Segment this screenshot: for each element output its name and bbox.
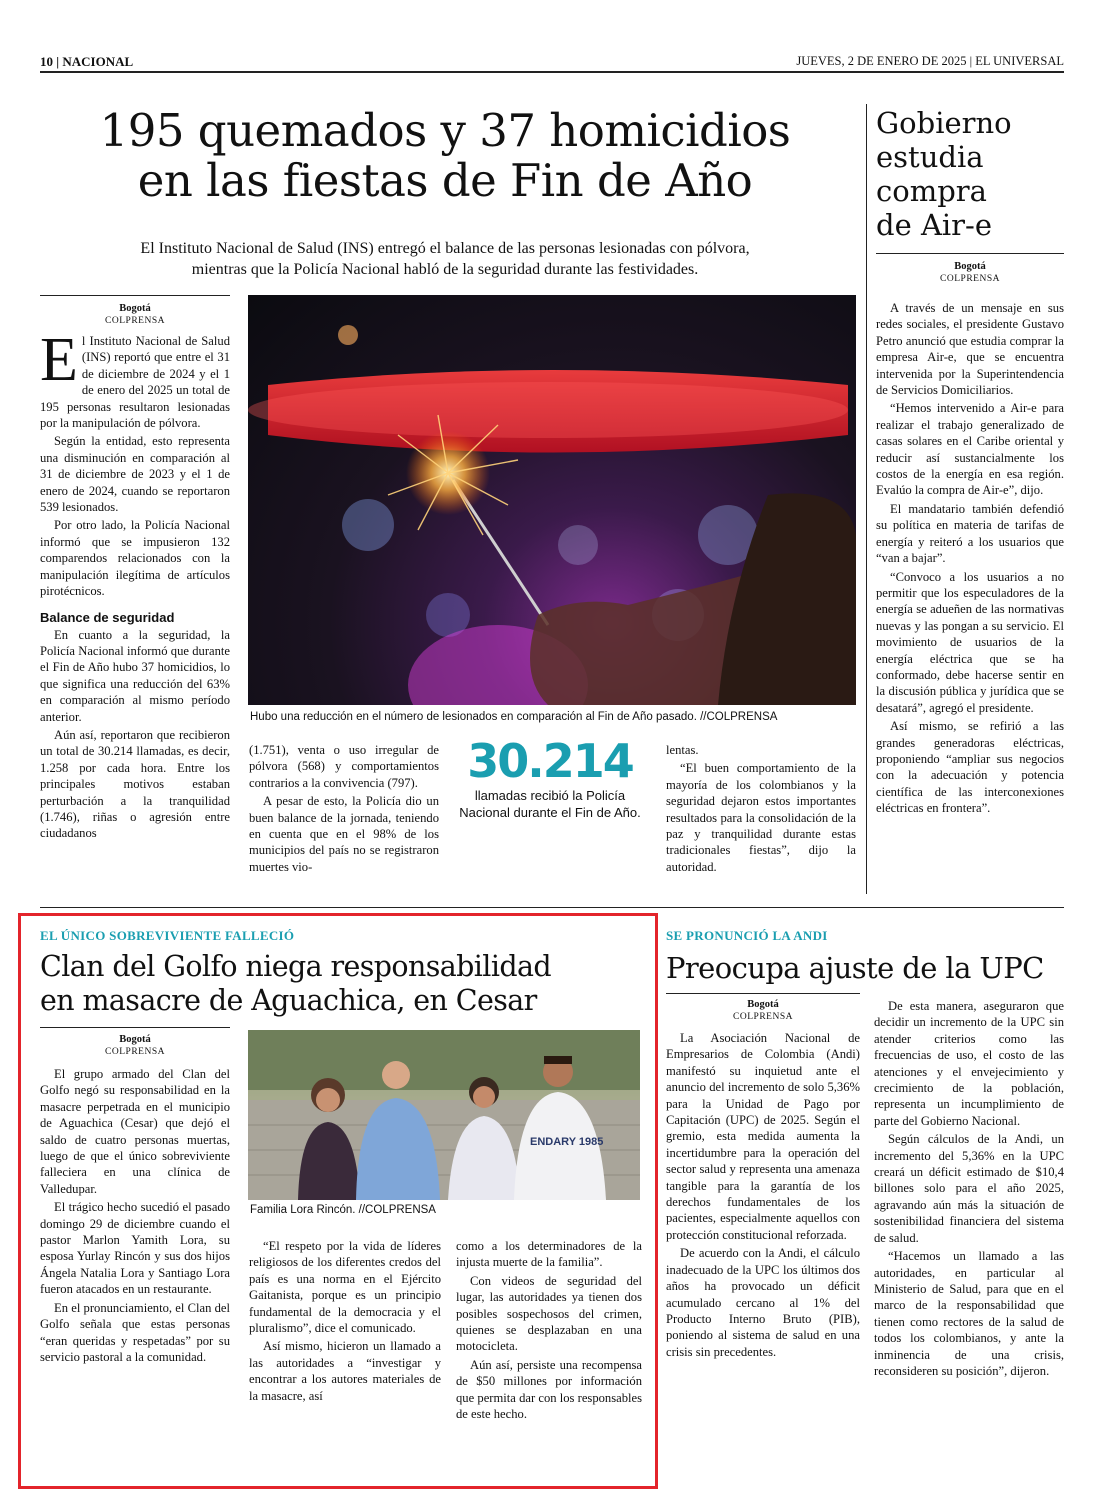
clan-column-3 (456, 1238, 642, 1424)
sparkler-illustration (248, 295, 856, 705)
side-headline-line1: Gobierno (876, 106, 1012, 140)
clan-column-1 (40, 1066, 230, 1367)
upc-column-1 (666, 1030, 860, 1362)
main-subhead (40, 238, 850, 280)
col1-top-rule (40, 295, 230, 296)
side-paragraph-1: A través de un mensaje en sus redes sociales, el presidente Gustavo Petro anunció que estudia comprar la empresa Air-e, que se encuentra intervenida por la Superintendencia de Servicios Domiciliarios. (876, 301, 1064, 398)
upc-col1-paragraph-1: La Asociación Nacional de Empresarios de Colombia (Andi) manifestó su inquietud ante el anuncio del incremento de solo 5,36% para la Unidad de Pago por Capitación (UPC) de 2025. Según el gremio, esta medida aumenta la incertidumbre para la operación del sector salud y representa una amenaza tangible para la garantía de los derechos fundamentales de los pacientes, especialmente aquellos con protección constitucional reforzada. (666, 1031, 860, 1242)
clan-col3-paragraph-2: Con videos de seguridad del lugar, las autoridades ya tienen dos posibles sospechosos del crimen, quienes se desplazaban en una motocicleta. (456, 1273, 642, 1354)
clan-headline-line2: en masacre de Aguachica, en Cesar (40, 984, 537, 1017)
byline-agency: COLPRENSA (105, 316, 165, 326)
side-headline-line4: de Air-e (876, 208, 992, 242)
dropcap: E (40, 326, 78, 394)
side-byline-city: Bogotá (954, 261, 986, 272)
side-column (876, 300, 1064, 819)
header-rule (40, 71, 1064, 73)
family-photo-caption: Familia Lora Rincón. //COLPRENSA (250, 1204, 436, 1216)
section-subheading: Balance de seguridad (40, 609, 175, 625)
clan-col3-paragraph-1: como a los determinadores de la injusta muerte de la familia”. (456, 1239, 642, 1270)
stat-number: 30.214 (467, 734, 633, 788)
main-col1-paragraph-2: Según la entidad, esto representa una disminución en comparación al 31 de diciembre de 2023 y el 1 de enero de 2024, cuando se reportaron 539 lesionados. (40, 434, 230, 515)
upc-byline-agency: COLPRENSA (733, 1012, 793, 1022)
main-col4-paragraph-2: “El buen comportamiento de la mayoría de los colombianos y la seguridad dejaron estos importantes resultados para la consolidación de la paz y tranquilidad durante estas tradicionales fiestas”, dijo la autoridad. (666, 761, 856, 874)
clan-byline-city: Bogotá (119, 1034, 151, 1045)
side-paragraph-2: “Hemos intervenido a Air-e para realizar el trabajo generalizado de casas solares en el Caribe oriental y reducir así sustancialmente los costos de la energía en esa región. Evalúo la compra de Air-e”, dijo. (876, 401, 1064, 498)
clan-col2-paragraph-2: Así mismo, hicieron un llamado a las autoridades a “investigar y encontrar a los autores materiales de la masacre, así (249, 1339, 441, 1403)
clan-headline-line1: Clan del Golfo niega responsabilidad (40, 950, 552, 983)
stat-callout (452, 735, 648, 821)
main-headline-line1: 195 quemados y 37 homicidios (99, 104, 791, 157)
side-paragraph-4: “Convoco a los usuarios a no permitir que los especuladores de la energía se adueñen de las normativas nuevas y las pongan a su servicio. El movimiento de usuarios de la energía eléctrica que se ha conformado, debe hacerse sentir en la discusión pública y jurídica que se desatará”, agregó el presidente. (876, 569, 1064, 715)
main-col1-paragraph-3: Por otro lado, la Policía Nacional informó que se impusieron 132 comparendos relacionados con la manipulación ilegítima de artículos pirotécnicos. (40, 518, 230, 599)
main-column-1 (40, 326, 230, 844)
section-separator (40, 907, 1064, 908)
upc-byline (666, 999, 860, 1023)
upc-column-2 (874, 998, 1064, 1381)
page-section-label: 10 | NACIONAL (40, 54, 134, 69)
main-photo-caption: Hubo una reducción en el número de lesionados en comparación al Fin de Año pasado. //COLPRENSA (250, 711, 778, 723)
clan-byline-rule (40, 1027, 230, 1028)
family-photo (248, 1030, 640, 1200)
clan-col3-paragraph-3: Aún así, persiste una recompensa de $50 millones por información que permita dar con los responsables de este hecho. (456, 1357, 642, 1422)
main-subhead-line1: El Instituto Nacional de Salud (INS) entregó el balance de las personas lesionadas con pólvora, (140, 240, 750, 257)
clan-headline (40, 950, 640, 1018)
upc-col2-paragraph-3: “Hacemos un llamado a las autoridades, en particular al Ministerio de Salud, para que en el marco de la responsabilidad que tienen como rectores de la salud de todos los colombianos, y ante la inminencia de una crisis, reconsideren su posición”, dijeron. (874, 1249, 1064, 1378)
side-headline-line3: compra (876, 174, 987, 208)
date-paper-label: JUEVES, 2 DE ENERO DE 2025 | EL UNIVERSAL (796, 54, 1064, 68)
clan-byline (40, 1034, 230, 1058)
stat-description-line2: Nacional durante el Fin de Año. (459, 805, 641, 820)
main-col1-paragraph-4: En cuanto a la seguridad, la Policía Nacional informó que durante el Fin de Año hubo 37 homicidios, lo que significa una reducción del 63% en comparación al mismo período anterior. (40, 627, 230, 724)
clan-byline-agency: COLPRENSA (105, 1047, 165, 1057)
side-byline-agency: COLPRENSA (940, 274, 1000, 284)
stat-description-line1: llamadas recibió la Policía (474, 788, 626, 803)
clan-column-2 (249, 1238, 441, 1406)
family-illustration (248, 1030, 640, 1200)
main-col1-paragraph-1-text: l Instituto Nacional de Salud (INS) reportó que entre el 31 de diciembre de 2024 y el 1 de enero del 2025 un total de 195 personas resultaron lesionadas por la manipulación de pólvora. (40, 334, 230, 431)
side-headline-line2: estudia (876, 140, 984, 174)
clan-col1-paragraph-3: En el pronunciamiento, el Clan del Golfo señala que estas personas “eran queridas y respetadas” por su servicio pastoral a la comunidad. (40, 1300, 230, 1364)
main-byline (40, 303, 230, 327)
clan-col2-paragraph-1: “El respeto por la vida de líderes religiosos de los diferentes credos del país es una norma en el Ejército Gaitanista, porque es un principio fundamental de la democracia y el pluralismo”, dice el comunicado. (249, 1239, 441, 1336)
upc-kicker: SE PRONUNCIÓ LA ANDI (666, 928, 828, 943)
main-col1-paragraph-1 (40, 326, 230, 431)
side-paragraph-5: Así mismo, se refirió a las grandes generadoras eléctricas, proponiendo “ampliar sus negocios con la adecuación y potencia científica de las interconexiones eléctricas en frontera”. (876, 719, 1064, 816)
side-byline (876, 261, 1064, 285)
main-col4-paragraph-1: lentas. (666, 743, 699, 757)
upc-byline-rule (666, 993, 860, 994)
main-col1-paragraph-5: Aún así, reportaron que recibieron un total de 30.214 llamadas, es decir, 1.258 por cada hora. Entre los principales motivos estaban perturbación a la tranquilidad (1.746), riñas o agresión entre ciudadanos (40, 727, 230, 841)
main-headline (40, 106, 850, 206)
clan-kicker: EL ÚNICO SOBREVIVIENTE FALLECIÓ (40, 928, 295, 943)
main-headline-line2: en las fiestas de Fin de Año (137, 154, 753, 207)
shirt-text: ENDARY 1985 (530, 1136, 604, 1148)
upc-col2-paragraph-2: Según cálculos de la Andi, un incremento del 5,36% en la UPC creará un déficit estimado de $10,4 billones solo para el año 2025, agravando aún más la situación de sostenibilidad financiera del sistema de salud. (874, 1132, 1064, 1245)
sparkler-photo (248, 295, 856, 705)
main-subhead-line2: mientras que la Policía Nacional habló de la seguridad durante las festividades. (191, 261, 699, 278)
column-divider (866, 104, 867, 894)
side-headline (876, 106, 1066, 242)
clan-col1-paragraph-1: El grupo armado del Clan del Golfo negó su responsabilidad en la masacre perpetrada en el municipio de Aguachica (Cesar) que dejó el saldo de cuatro personas muertas, luego de que el único sobreviviente falleciera en una clínica de Valledupar. (40, 1067, 230, 1196)
clan-col1-paragraph-2: El trágico hecho sucedió el pasado domingo 29 de diciembre cuando el pastor Marlon Yamith Lora, su esposa Yurlay Rincón y sus dos hijos Ángela Natalia Lora y Santiago Lora fueron atacados en un restaurante. (40, 1200, 230, 1297)
side-paragraph-3: El mandatario también defendió su política en materia de tarifas de energía y reiteró a los usuarios que “van a bajar”. (876, 501, 1064, 566)
upc-col2-paragraph-1: De esta manera, aseguraron que decidir un incremento de la UPC sin atender criterios como las frecuencias de uso, el costo de las atenciones y el envejecimiento y crecimiento de la población, representa un incumplimiento de parte del Gobierno Nacional. (874, 999, 1064, 1128)
upc-headline: Preocupa ajuste de la UPC (666, 951, 1044, 985)
main-col2-paragraph-1: (1.751), venta o uso irregular de pólvora (568) y comportamientos contrarios a la convivencia (797). (249, 743, 439, 790)
main-column-2 (249, 742, 439, 877)
main-col2-paragraph-2: A pesar de esto, la Policía dio un buen balance de la jornada, teniendo en cuenta que en el 98% de los municipios del país no se registraron muertes vio- (249, 794, 439, 874)
upc-col1-paragraph-2: De acuerdo con la Andi, el cálculo inadecuado de la UPC los últimos dos años ha provocado un déficit acumulado cercano al 1% del Producto Interno Bruto (PIB), poniendo al sistema de salud en una crisis sin precedentes. (666, 1246, 860, 1359)
main-column-4 (666, 742, 856, 877)
byline-city: Bogotá (119, 303, 151, 314)
side-byline-rule (876, 253, 1064, 254)
upc-byline-city: Bogotá (747, 999, 779, 1010)
